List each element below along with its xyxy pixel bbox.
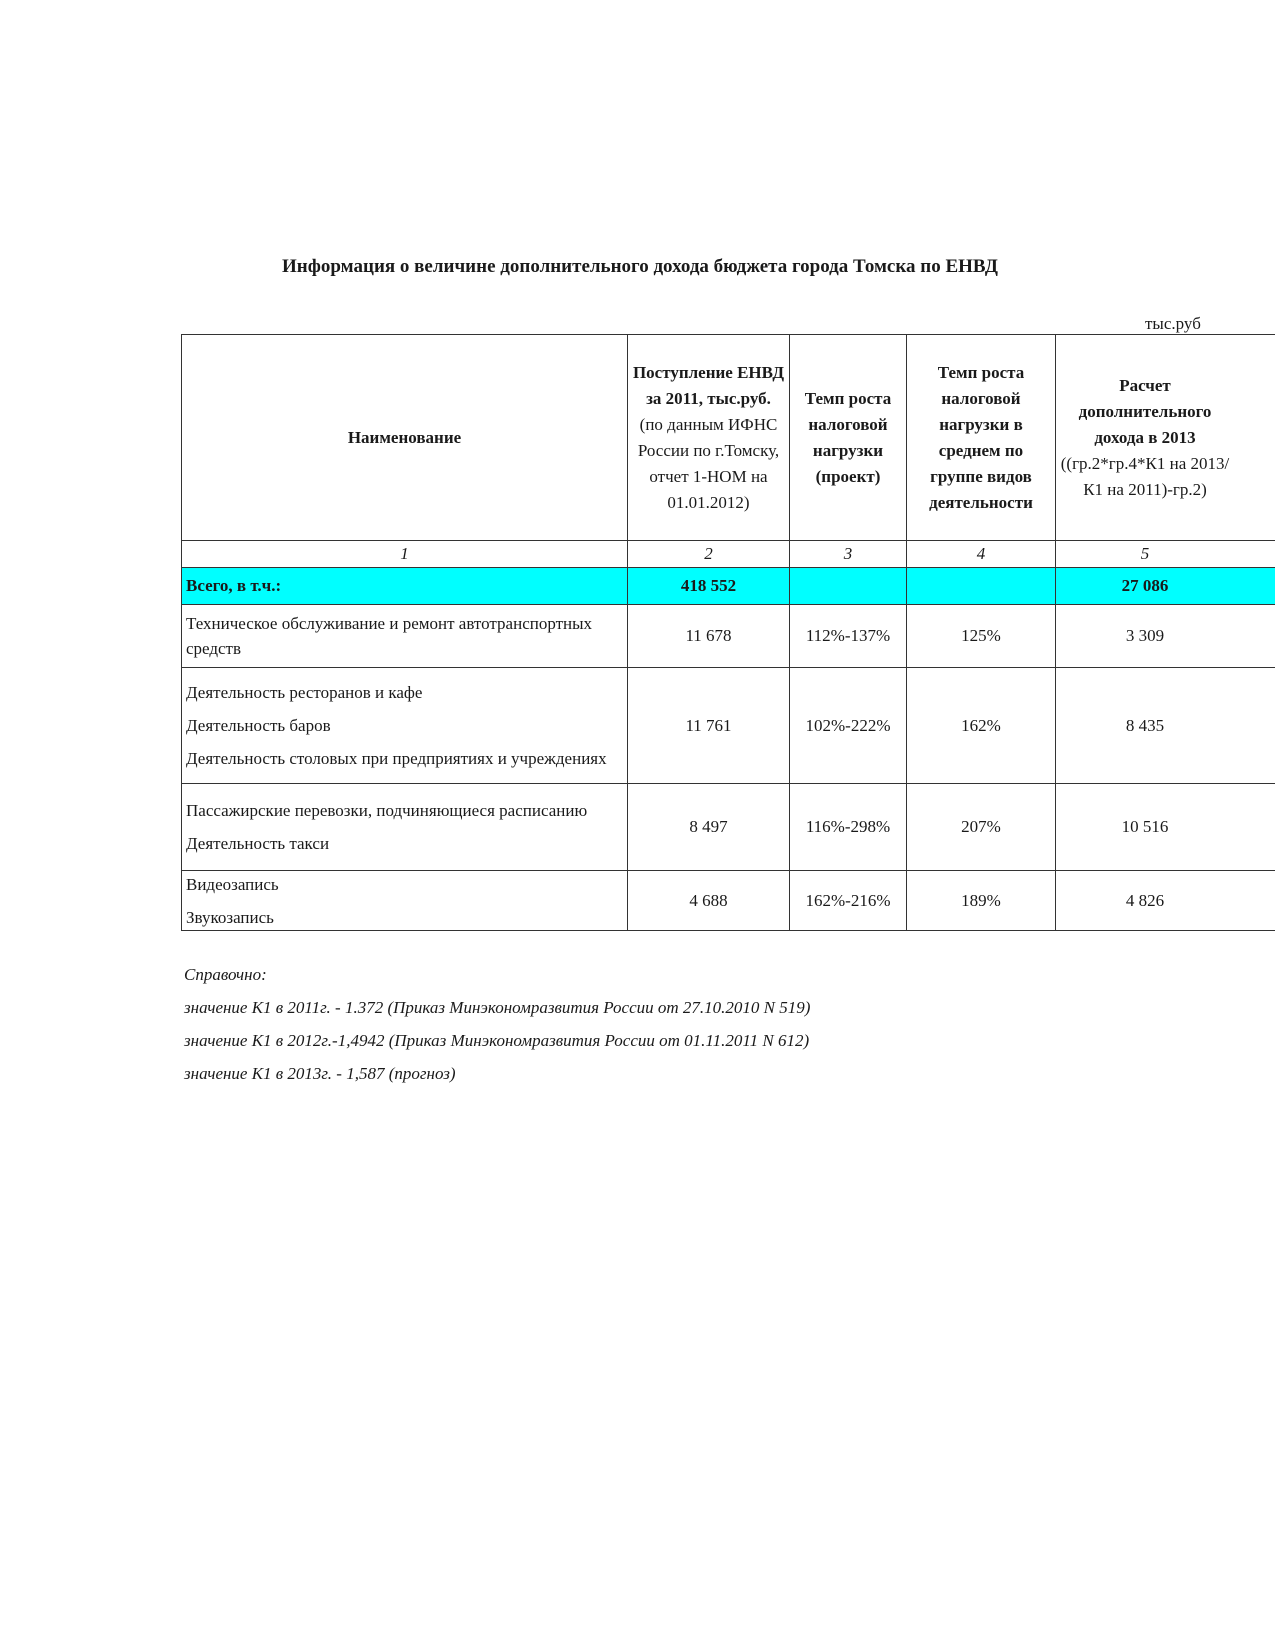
header-receipt-source: (по данным ИФНС России по г.Томску, отчет 1-НОМ на 01.01.2012) (637, 414, 780, 512)
table-row (182, 668, 1275, 784)
table-row (182, 784, 1275, 871)
header-name: Наименование (182, 335, 628, 541)
units-label: тыс.руб (1145, 314, 1201, 333)
note-line: значение К1 в 2011г. - 1.372 (Приказ Минэкономразвития России от 27.10.2010 N 519) (184, 998, 811, 1017)
receipt-value: 11 761 (628, 668, 790, 784)
avg-value: 162% (907, 668, 1056, 784)
rate-value: 112%-137% (790, 605, 907, 668)
header-growth-rate: Темп роста налоговой нагрузки (проект) (790, 335, 907, 541)
col-number: 1 (182, 541, 628, 568)
col-number: 2 (628, 541, 790, 568)
header-additional-income (1056, 335, 1275, 541)
activity-name: Техническое обслуживание и ремонт автотранспортных средств (182, 605, 628, 668)
rate-value: 116%-298% (790, 784, 907, 871)
col-number: 4 (907, 541, 1056, 568)
additional-value: 4 826 (1056, 871, 1275, 931)
total-row (182, 568, 1275, 605)
avg-value: 207% (907, 784, 1056, 871)
total-rate (790, 568, 907, 605)
note-line: значение К1 в 2013г. - 1,587 (прогноз) (184, 1064, 456, 1083)
header-additional-title: Расчет дополнительного дохода в 2013 (1078, 375, 1212, 447)
activity-name: Видеозапись Звукозапись (182, 871, 628, 931)
additional-value: 8 435 (1056, 668, 1275, 784)
receipt-value: 8 497 (628, 784, 790, 871)
note-line: значение К1 в 2012г.-1,4942 (Приказ Минэкономразвития России от 01.11.2011 N 612) (184, 1031, 810, 1050)
receipt-value: 11 678 (628, 605, 790, 668)
document-title: Информация о величине дополнительного дохода бюджета города Томска по ЕНВД (282, 256, 998, 277)
total-avg (907, 568, 1056, 605)
total-additional: 27 086 (1056, 568, 1275, 605)
rate-value: 162%-216% (790, 871, 907, 931)
envd-table (181, 334, 1275, 931)
avg-value: 125% (907, 605, 1056, 668)
total-receipt: 418 552 (628, 568, 790, 605)
header-additional-formula: ((гр.2*гр.4*К1 на 2013/К1 на 2011)-гр.2) (1060, 453, 1230, 499)
header-row (182, 335, 1275, 541)
table-row (182, 605, 1275, 668)
col-number: 5 (1056, 541, 1275, 568)
header-receipt (628, 335, 790, 541)
additional-value: 10 516 (1056, 784, 1275, 871)
additional-value: 3 309 (1056, 605, 1275, 668)
header-receipt-title: Поступление ЕНВД за 2011, тыс.руб. (632, 362, 785, 408)
activity-name: Деятельность ресторанов и кафе Деятельность баров Деятельность столовых при предприятиях и учреждениях (182, 668, 628, 784)
header-avg-growth: Темп роста налоговой нагрузки в среднем по группе видов деятельности (907, 335, 1056, 541)
reference-notes (184, 958, 810, 1090)
receipt-value: 4 688 (628, 871, 790, 931)
col-number: 3 (790, 541, 907, 568)
total-label: Всего, в т.ч.: (182, 568, 628, 605)
table-row (182, 871, 1275, 931)
avg-value: 189% (907, 871, 1056, 931)
column-number-row (182, 541, 1275, 568)
activity-name: Пассажирские перевозки, подчиняющиеся расписанию Деятельность такси (182, 784, 628, 871)
rate-value: 102%-222% (790, 668, 907, 784)
notes-heading: Справочно: (184, 965, 267, 984)
